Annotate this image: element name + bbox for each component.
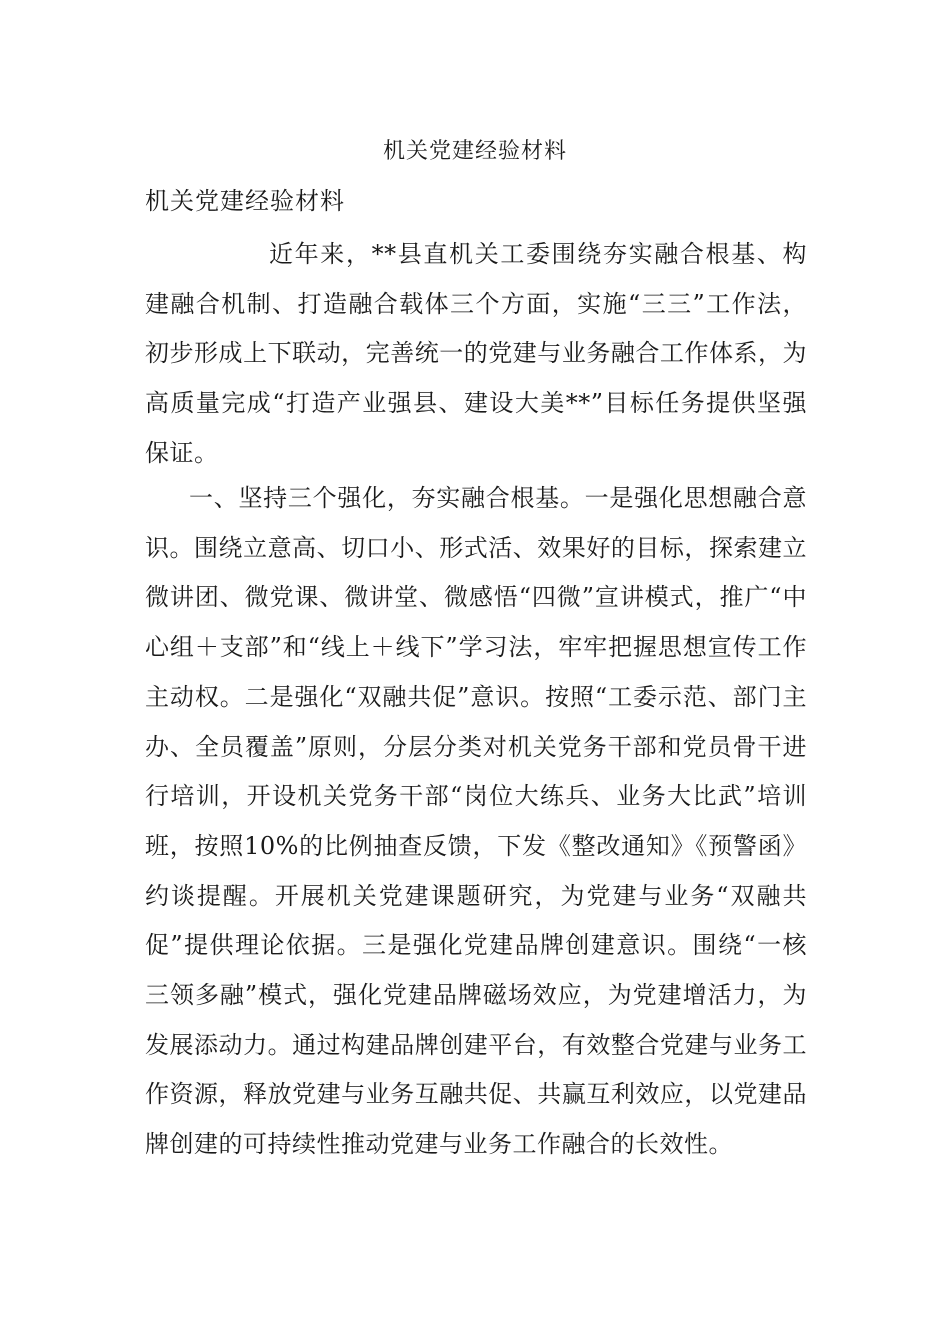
section-one-paragraph: 一、坚持三个强化，夯实融合根基。一是强化思想融合意识。围绕立意高、切口小、形式活、效果好的目标，探索建立微讲团、微党课、微讲堂、微感悟“四微”宣讲模式，推广“中心组＋支部”和“线上＋线下”学习法，牢牢把握思想宣传工作主动权。二是强化“双融共促”意识。按照“工委示范、部门主办、全员覆盖”原则，分层分类对机关党务干部和党员骨干进行培训，开设机关党务干部“岗位大练兵、业务大比武”培训班，按照10%的比例抽查反馈，下发《整改通知》《预警函》约谈提醒。开展机关党建课题研究，为党建与业务“双融共促”提供理论依据。三是强化党建品牌创建意识。围绕“一核三领多融”模式，强化党建品牌磁场效应，为党建增活力，为发展添动力。通过构建品牌创建平台，有效整合党建与业务工作资源，释放党建与业务互融共促、共赢互利效应，以党建品牌创建的可持续性推动党建与业务工作融合的长效性。 (145, 484, 807, 1159)
document-title: 机关党建经验材料 (382, 139, 567, 164)
intro-paragraph: 近年来，**县直机关工委围绕夯实融合根基、构建融合机制、打造融合载体三个方面，实施“三三”工作法，初步形成上下联动，完善统一的党建与业务融合工作体系，为高质量完成“打造产业强县、建设大美**”目标任务提供坚强保证。 (145, 240, 807, 467)
document-subtitle: 机关党建经验材料 (145, 187, 345, 215)
